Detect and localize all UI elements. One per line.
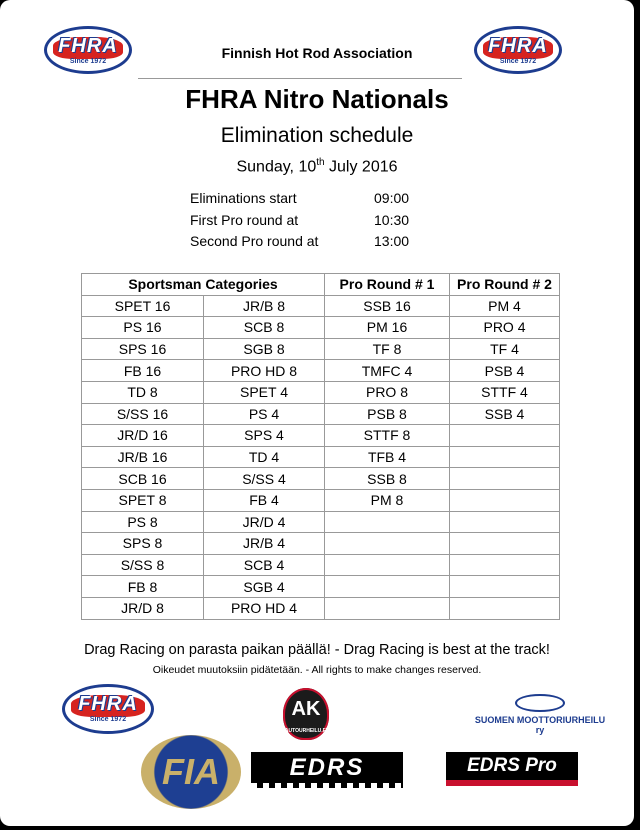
table-row: [82, 533, 560, 555]
time-row: [190, 190, 450, 212]
header-divider: [138, 78, 462, 79]
time-label: First Pro round at: [190, 211, 299, 228]
table-cell: STTF 8: [325, 425, 450, 447]
table-cell: [325, 576, 450, 598]
edrs-logo-text: EDRS: [289, 754, 365, 781]
table-cell: JR/D 8: [82, 597, 204, 619]
table-row: [82, 381, 560, 403]
table-cell: FB 8: [82, 576, 204, 598]
header-pro-round-2: Pro Round # 2: [450, 274, 560, 296]
table-cell: JR/B 8: [204, 295, 325, 317]
table-cell: [450, 468, 560, 490]
table-cell: SSB 8: [325, 468, 450, 490]
time-label: Eliminations start: [190, 190, 297, 206]
date-prefix: Sunday, 10: [236, 158, 317, 176]
time-list: [190, 190, 450, 255]
edrs-pro-logo-text: EDRS Pro: [467, 755, 557, 776]
header-sportsman: Sportsman Categories: [82, 274, 325, 296]
event-title: FHRA Nitro Nationals: [185, 84, 449, 114]
table-cell: [450, 576, 560, 598]
fia-logo-text: FIA: [162, 751, 220, 792]
smr-logo-text: SUOMEN MOOTTORIURHEILU ry: [474, 715, 606, 735]
table-cell: STTF 4: [450, 381, 560, 403]
table-row: [82, 597, 560, 619]
time-label: Second Pro round at: [190, 233, 319, 249]
table-cell: TD 8: [82, 381, 204, 403]
smr-logo: [470, 694, 610, 738]
table-cell: TMFC 4: [325, 360, 450, 382]
date-rest: July 2016: [324, 158, 398, 176]
ak-logo-sub: AUTOURHEILU.FI: [284, 728, 328, 734]
footer-slogan: Drag Racing on parasta paikan päällä! - Drag Racing is best at the track!: [84, 642, 550, 658]
fia-logo: [141, 735, 241, 809]
table-cell: [450, 554, 560, 576]
table-cell: TF 8: [325, 338, 450, 360]
table-header-row: [82, 274, 560, 296]
ak-autourheilu-logo: [283, 688, 329, 740]
table-cell: SCB 16: [82, 468, 204, 490]
table-cell: SSB 16: [325, 295, 450, 317]
table-cell: PM 16: [325, 317, 450, 339]
table-cell: [450, 533, 560, 555]
table-cell: PRO 4: [450, 317, 560, 339]
table-row: [82, 554, 560, 576]
footer-rights: Oikeudet muutoksiin pidätetään. - All rights to make changes reserved.: [152, 664, 482, 676]
table-cell: [325, 533, 450, 555]
table-cell: [450, 446, 560, 468]
table-cell: PRO HD 4: [204, 597, 325, 619]
table-cell: TFB 4: [325, 446, 450, 468]
table-cell: PM 8: [325, 489, 450, 511]
date-suffix: th: [316, 157, 325, 168]
table-cell: S/SS 4: [204, 468, 325, 490]
table-cell: [325, 511, 450, 533]
schedule-body: [82, 295, 560, 619]
table-cell: SGB 4: [204, 576, 325, 598]
table-cell: SPET 16: [82, 295, 204, 317]
table-cell: SPS 16: [82, 338, 204, 360]
fhra-logo-since: Since 1972: [499, 58, 537, 65]
table-row: [82, 338, 560, 360]
fhra-logo-text: FHRA: [58, 35, 118, 57]
edrs-logo-strip: [251, 783, 403, 788]
edrs-pro-logo: [446, 752, 578, 786]
table-cell: [325, 554, 450, 576]
table-cell: PRO 8: [325, 381, 450, 403]
table-row: [82, 403, 560, 425]
table-row: [82, 317, 560, 339]
table-cell: FB 16: [82, 360, 204, 382]
table-cell: SPET 8: [82, 489, 204, 511]
time-row: [190, 212, 450, 234]
edrs-pro-logo-bar: [446, 780, 578, 786]
time-value: 13:00: [374, 233, 410, 249]
table-cell: FB 4: [204, 489, 325, 511]
table-cell: SPS 8: [82, 533, 204, 555]
fhra-logo-since: Since 1972: [69, 58, 107, 65]
table-row: [82, 468, 560, 490]
table-cell: JR/D 16: [82, 425, 204, 447]
table-row: [82, 489, 560, 511]
header-pro-round-1: Pro Round # 1: [325, 274, 450, 296]
smr-logo-mark: [515, 694, 565, 712]
table-cell: SPET 4: [204, 381, 325, 403]
table-row: [82, 576, 560, 598]
table-cell: [325, 597, 450, 619]
table-cell: PSB 4: [450, 360, 560, 382]
schedule-subtitle: Elimination schedule: [220, 124, 414, 147]
table-cell: PM 4: [450, 295, 560, 317]
time-row: [190, 233, 450, 255]
table-cell: [450, 597, 560, 619]
table-cell: PSB 8: [325, 403, 450, 425]
table-cell: [450, 489, 560, 511]
table-cell: S/SS 16: [82, 403, 204, 425]
table-cell: TD 4: [204, 446, 325, 468]
table-cell: JR/D 4: [204, 511, 325, 533]
time-value: 09:00: [374, 190, 410, 206]
table-cell: PS 16: [82, 317, 204, 339]
table-cell: SCB 4: [204, 554, 325, 576]
edrs-logo: [251, 752, 403, 788]
table-cell: SCB 8: [204, 317, 325, 339]
table-row: [82, 360, 560, 382]
table-cell: PS 4: [204, 403, 325, 425]
table-cell: PRO HD 8: [204, 360, 325, 382]
event-date: [0, 157, 634, 176]
table-cell: PS 8: [82, 511, 204, 533]
fhra-logo-text: FHRA: [78, 693, 138, 715]
table-row: [82, 295, 560, 317]
org-name: Finnish Hot Rod Association: [221, 45, 413, 61]
table-row: [82, 446, 560, 468]
fhra-logo-since: Since 1972: [89, 716, 127, 723]
table-cell: SSB 4: [450, 403, 560, 425]
time-value: 10:30: [374, 211, 410, 228]
table-row: [82, 425, 560, 447]
table-cell: SGB 8: [204, 338, 325, 360]
table-cell: [450, 425, 560, 447]
table-cell: JR/B 4: [204, 533, 325, 555]
table-cell: S/SS 8: [82, 554, 204, 576]
table-cell: SPS 4: [204, 425, 325, 447]
ak-logo-text: AK: [291, 698, 321, 720]
fhra-logo-bottom: [62, 684, 154, 734]
table-cell: JR/B 16: [82, 446, 204, 468]
table-cell: TF 4: [450, 338, 560, 360]
fhra-logo-text: FHRA: [488, 35, 548, 57]
table-cell: [450, 511, 560, 533]
table-row: [82, 511, 560, 533]
schedule-table: [81, 273, 560, 620]
